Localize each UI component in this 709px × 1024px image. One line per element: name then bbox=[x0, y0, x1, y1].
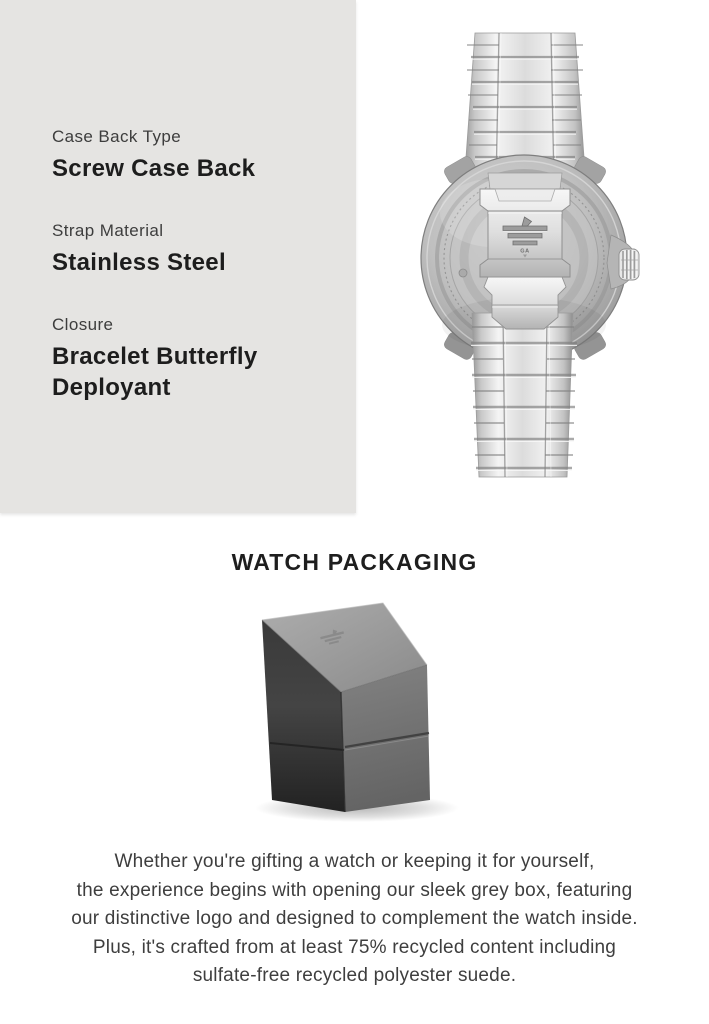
spec-value: Stainless Steel bbox=[52, 249, 226, 276]
spec-value: Screw Case Back bbox=[52, 155, 256, 182]
spec-value: Bracelet Butterfly Deployant bbox=[52, 343, 258, 401]
description-line: sulfate-free recycled polyester suede. bbox=[192, 965, 517, 986]
spec-label: Case Back Type bbox=[52, 127, 182, 146]
description-line: Plus, it's crafted from at least 75% recycled content including bbox=[92, 936, 617, 958]
watch-caseback-photo bbox=[395, 25, 655, 483]
spec-group-closure bbox=[52, 314, 328, 403]
watch-crown bbox=[607, 235, 639, 289]
spec-group-strap-material bbox=[52, 220, 328, 278]
grey-gift-box-photo bbox=[245, 593, 465, 828]
watch-bracelet-bottom bbox=[471, 313, 577, 477]
spec-label: Closure bbox=[52, 315, 114, 334]
watch-caseback-image bbox=[395, 25, 655, 483]
spec-label: Strap Material bbox=[52, 221, 164, 240]
description-line: the experience begins with opening our sleek grey box, featuring bbox=[76, 879, 633, 901]
packaging-description bbox=[0, 848, 709, 991]
description-line: our distinctive logo and designed to complement the watch inside. bbox=[71, 908, 638, 929]
packaging-heading: WATCH PACKAGING bbox=[231, 549, 478, 575]
spec-panel bbox=[0, 0, 356, 513]
gift-box-image bbox=[245, 593, 465, 828]
description-line: Whether you're gifting a watch or keeping it for yourself, bbox=[114, 851, 595, 872]
eagle-logo-initials: GA bbox=[520, 248, 530, 255]
spec-group-case-back bbox=[52, 126, 328, 184]
watch-clasp bbox=[480, 173, 570, 329]
